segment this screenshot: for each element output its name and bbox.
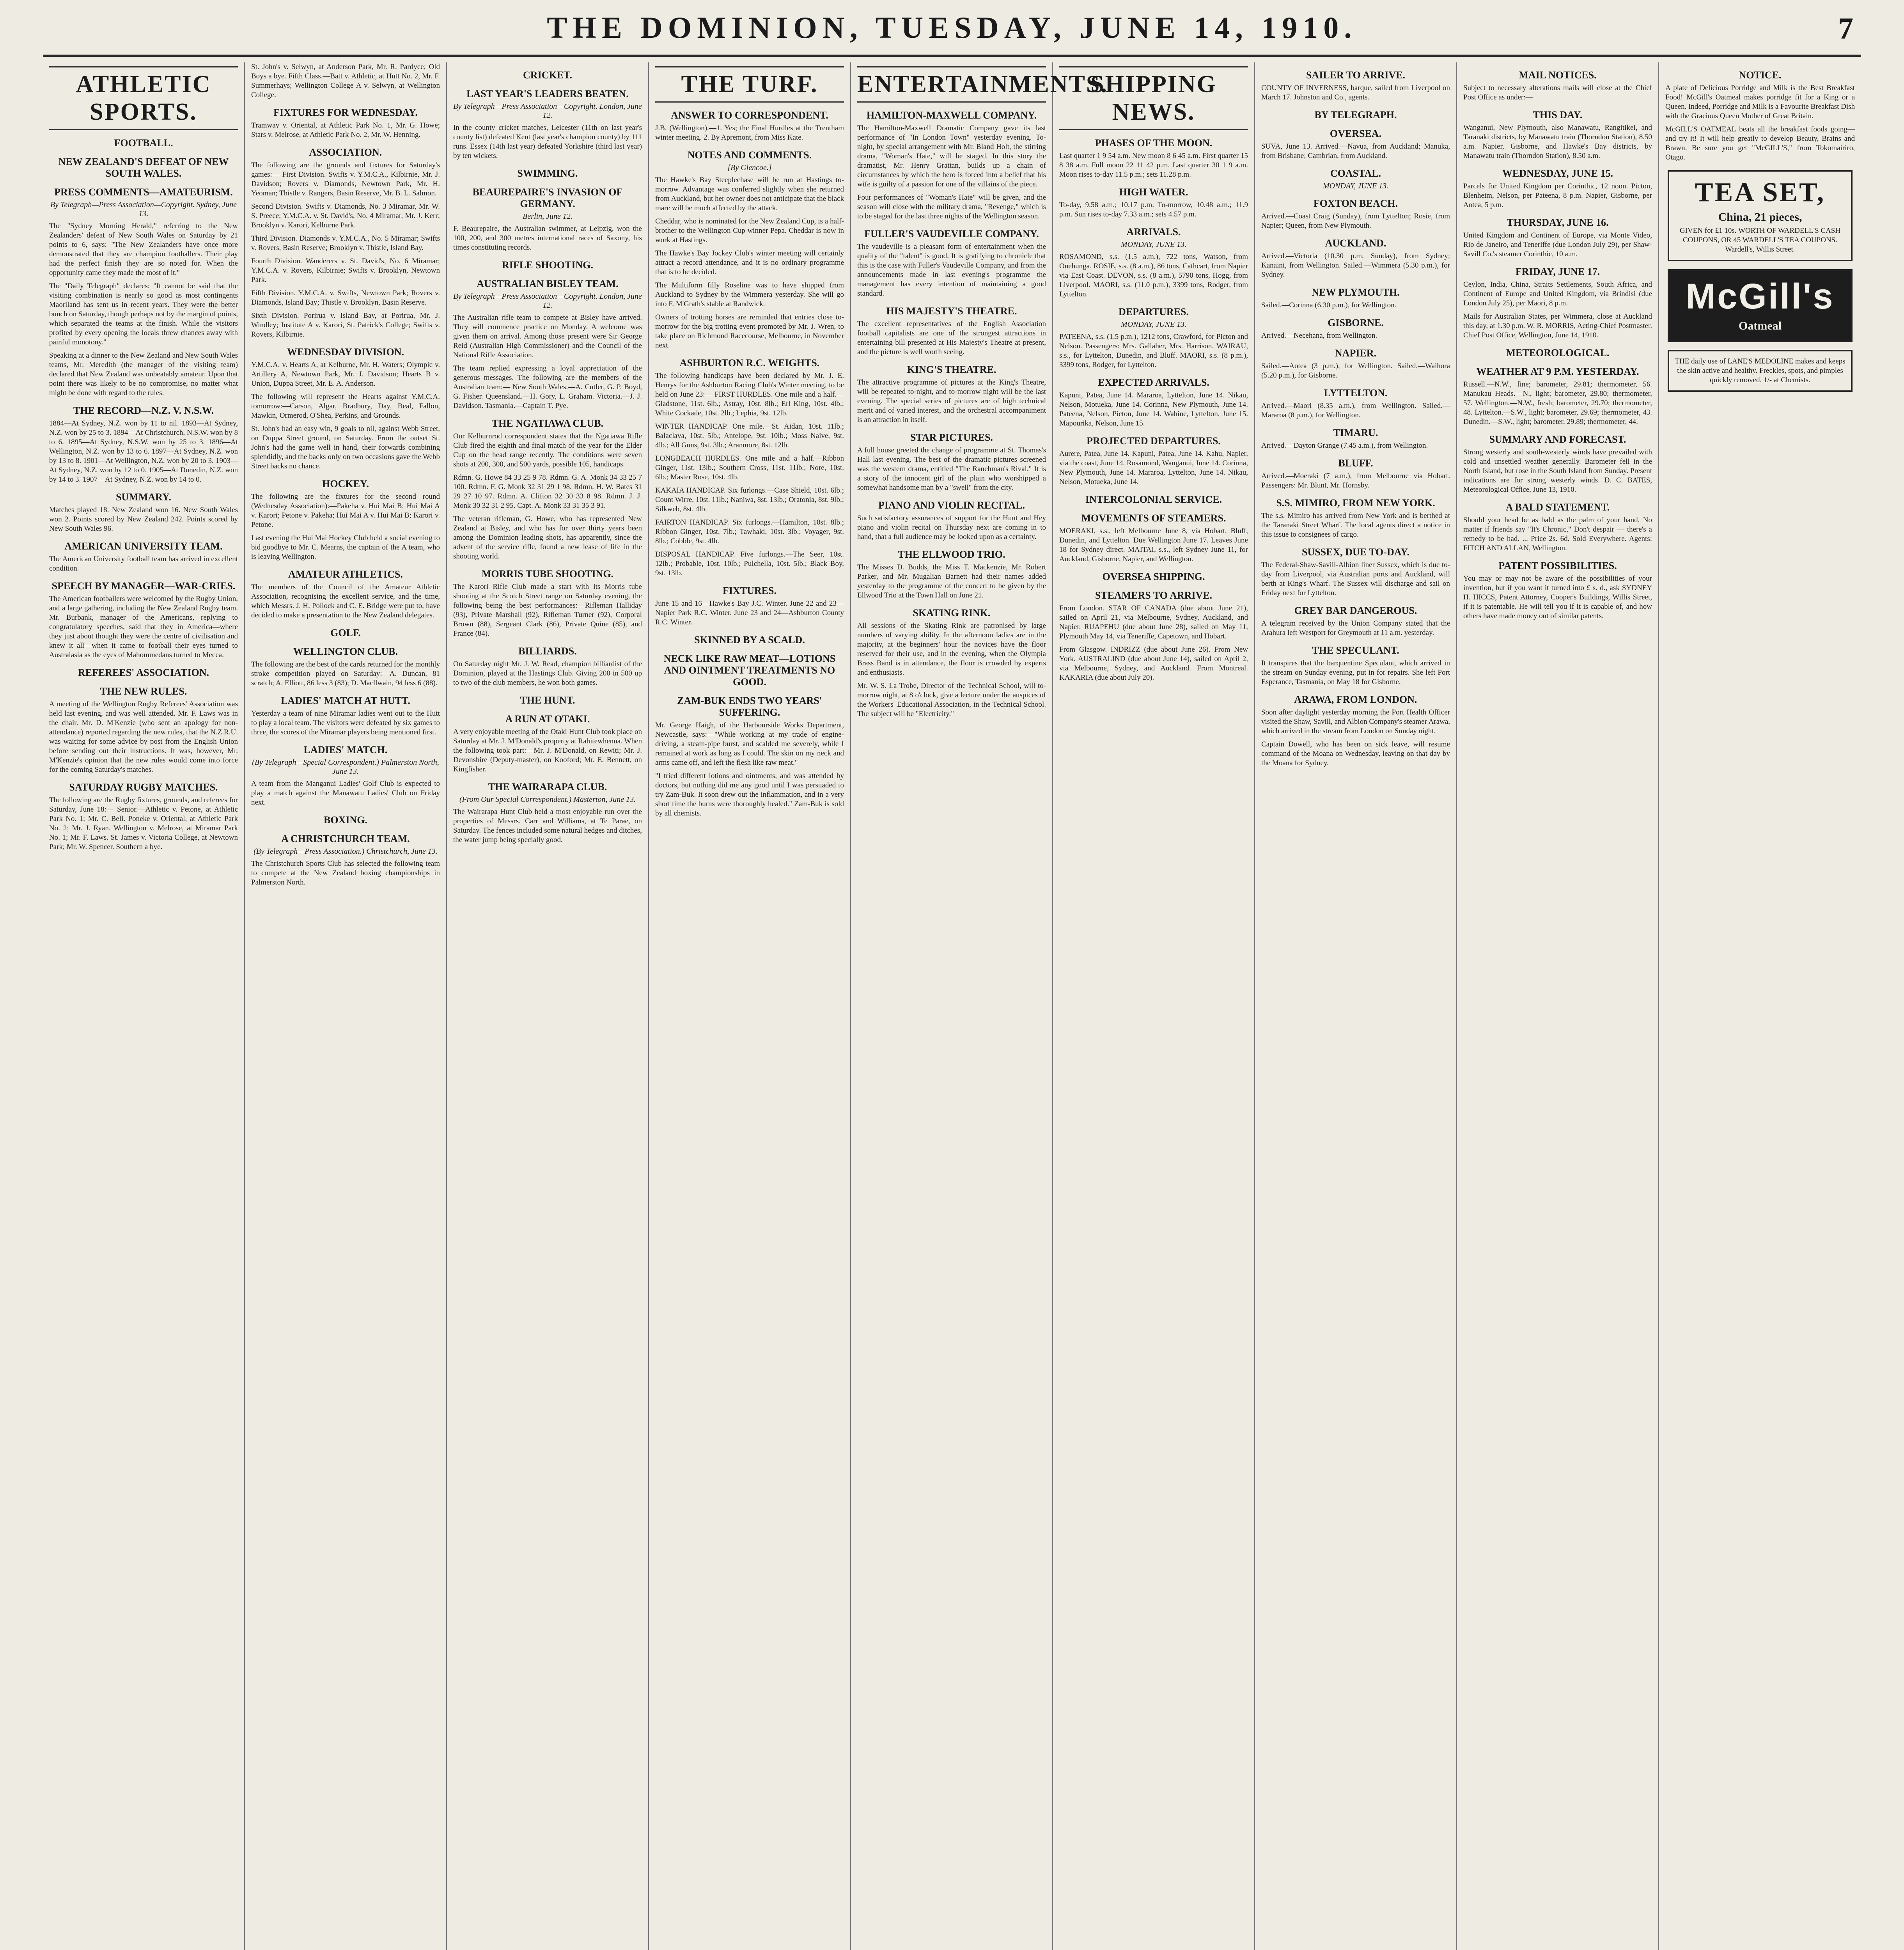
article-body: The Misses D. Budds, the Miss T. Mackenzie, Mr. Robert Parker, and Mr. Mugalian Barnett had their names added yesterday to the programme of the concert to be given by the Ellwood Trio at the Town Hall on June 21. <box>857 563 1046 599</box>
article-body: The Wairarapa Hunt Club held a most enjoyable run over the properties of Messrs. Carr and Williams, at Te Parae, on Saturday. The fences included some natural hedges and ditches, the water jump being specially good. <box>453 808 642 844</box>
article-headline: ANSWER TO CORRESPONDENT. <box>671 110 828 121</box>
article-body: COUNTY OF INVERNESS, barque, sailed from Liverpool on March 17. Johnston and Co., agents. <box>1261 84 1450 101</box>
article-headline: SKINNED BY A SCALD. <box>694 634 805 645</box>
article-headline: THE ELLWOOD TRIO. <box>898 549 1005 560</box>
article-body: The following are the best of the cards returned for the monthly stroke competition played on Saturday:—A. Duncan, 81 scratch; A. Elliott, 86 less 3 (83); D. Macllwain, 94 less 6 (88). <box>251 660 440 687</box>
article-headline: PRESS COMMENTS—AMATEURISM. <box>54 186 233 198</box>
article-body: Should your head be as bald as the palm of your hand, No matter if friends say "It's Chronic," Don't despair — there's a remedy to be had. ... Price 2s. 6d. Sold Everywhere. Agents: FITCH AND ALLAN, Wellington. <box>1463 516 1652 552</box>
article-body: LONGBEACH HURDLES. One mile and a half.—Ribbon Ginger, 11st. 13lb.; Southern Cross, 11st. 11lb.; Nore, 10st. 6lb.; Master Rose, 10st. 4lb. <box>655 454 844 481</box>
ad-line: Oatmeal <box>1739 319 1782 332</box>
article-body: Sailed.—Aotea (3 p.m.), for Wellington. Sailed.—Waihora (5.20 p.m.), for Gisborne. <box>1261 362 1450 379</box>
article-body: FAIRTON HANDICAP. Six furlongs.—Hamilton, 10st. 8lb.; Ribbon Ginger, 10st. 7lb.; Tawhaki, 10st. 3lb.; Voyager, 9st. 8lb.; Cobble, 9st. 4lb. <box>655 518 844 545</box>
dateline: By Telegraph—Press Association—Copyright. London, June 12. <box>453 102 642 120</box>
article-body: June 15 and 16—Hawke's Bay J.C. Winter. June 22 and 23—Napier Park R.C. Winter. June 23 and 24—Ashburton County R.C. Winter. <box>655 599 844 626</box>
ad-line: GIVEN for £1 10s. WORTH OF WARDELL'S CASH COUPONS, OR 45 WARDELL'S TEA COUPONS. <box>1679 227 1841 244</box>
article-body: The veteran rifleman, G. Howe, who has represented New Zealand at Bisley, and who has for over thirty years been among the Dominion leading shots, has apparently, since the advent of the service rifle, found a new lease of life in the shooting world. <box>453 515 642 560</box>
article-headline: AMERICAN UNIVERSITY TEAM. <box>64 541 223 552</box>
article-headline: WEATHER AT 9 P.M. YESTERDAY. <box>1476 366 1639 377</box>
article-body: A meeting of the Wellington Rugby Referees' Association was held last evening, and was well attended. Mr. F. Laws was in the chair. Mr. D. M'Kenzie (who sent an apology for non-attendance) reported regarding the new rules, that the N.Z.R.U. was waiting for some advice by post from the English Union before sending out their instructions. It was, however, Mr. M'Kenzie's opinion that the new rules would come into force for the coming Saturday's matches. <box>49 700 238 774</box>
article-body: Arrived.—Dayton Grange (7.45 a.m.), from Wellington. <box>1261 441 1428 450</box>
article-headline: SPEECH BY MANAGER—WAR-CRIES. <box>51 580 236 592</box>
dateline: By Telegraph—Press Association—Copyright. Sydney, June 13. <box>50 200 237 218</box>
article-body: A team from the Manganui Ladies' Golf Club is expected to play a match against the Manawatu Ladies' Club on Friday next. <box>251 780 440 807</box>
article-body: Parcels for United Kingdom per Corinthic, 12 noon. Picton, Blenheim, Nelson, per Pateena, 8 p.m. Napier, Gisborne, per Aotea, 5 p.m. <box>1463 182 1652 209</box>
article-headline: COASTAL. <box>1330 168 1381 179</box>
article-body: The excellent representatives of the English Association football capitalists are one of the strongest attractions in entertaining bill presented at His Majesty's Theatre at present, and the picture is well worth seeing. <box>857 320 1046 356</box>
article-headline: RIFLE SHOOTING. <box>502 259 594 271</box>
lanes-medoline-ad <box>1668 350 1853 392</box>
dateline: (By Telegraph—Special Correspondent.) Palmerston North, June 13. <box>252 758 439 776</box>
article-headline: WELLINGTON CLUB. <box>293 646 398 657</box>
section-heading: ENTERTAINMENTS. <box>857 66 1046 103</box>
article-body: The American footballers were welcomed by the Rugby Union, and a large gathering, including the New Zealand Rugby team. Mr. Burbank, manager of the Americans, replying to congratulatory speeches, said that they in America—where they just about thought they were the centre of civilisation and knew it all—when it came to football their eyes turned to Australasia as the eyes of Mahommedans turned to Mecca. <box>49 595 238 659</box>
article-body: A plate of Delicious Porridge and Milk is the Best Breakfast Food! McGill's Oatmeal makes porridge fit for a King or a Queen. Indeed, Porridge and Milk is a Favourite Breakfast Dish with the Gracious Queen Mother of Great Britain. <box>1665 84 1855 120</box>
article-headline: THIS DAY. <box>1533 109 1583 121</box>
article-headline: PROJECTED DEPARTURES. <box>1087 435 1221 447</box>
article-headline: WEDNESDAY, JUNE 15. <box>1502 168 1613 179</box>
article-body: The Hamilton-Maxwell Dramatic Company gave its last performance of "In London Town" yesterday evening. To-night, by special arrangement with Mr. Bland Holt, the stirring drama, "Woman's Hate," will be staged. In this story the dramatist, Mr. Henry Grattan, builds up a chain of circumstances by which the hero is forced into a belief that his wife is guilty of a passion for one of the villains of the piece. <box>857 124 1046 188</box>
article-body: Strong westerly and south-westerly winds have prevailed with cold and unsettled weather generally. Barometer fell in the North Island, but rose in the South Island from Sunday. Present indications are for strong westerly winds. D. C. BATES, Meteorological Office, June 13, 1910. <box>1463 448 1652 494</box>
article-headline: LAST YEAR'S LEADERS BEATEN. <box>466 88 629 99</box>
article-headline: MORRIS TUBE SHOOTING. <box>481 568 614 580</box>
article-headline: THE SPECULANT. <box>1312 645 1399 656</box>
article-body: The s.s. Mimiro has arrived from New York and is berthed at the Taranaki Street Wharf. The local agents direct a notice in this issue to consignees of cargo. <box>1261 512 1450 539</box>
article-body: SUVA, June 13. Arrived.—Navua, from Auckland; Manuka, from Brisbane; Cambrian, from Auckland. <box>1261 142 1450 160</box>
article-headline: NEW PLYMOUTH. <box>1312 287 1400 298</box>
section-heading: SHIPPING NEWS. <box>1059 66 1248 130</box>
article-body: In the county cricket matches, Leicester (11th on last year's county list) defeated Kent (last year's champion county) by 111 runs. Essex (14th last year) defeated Yorkshire (third last year) by ten wickets. <box>453 124 642 160</box>
article-headline: PIANO AND VIOLIN RECITAL. <box>878 500 1025 511</box>
article-headline: SUMMARY. <box>116 491 171 503</box>
article-headline: OVERSEA SHIPPING. <box>1102 571 1205 582</box>
article-headline: ARAWA, FROM LONDON. <box>1294 694 1417 705</box>
article-body: The American University football team has arrived in excellent condition. <box>49 555 238 573</box>
article-headline: THE WAIRARAPA CLUB. <box>488 781 607 792</box>
article-headline: A CHRISTCHURCH TEAM. <box>281 833 410 844</box>
article-headline: FIXTURES. <box>723 585 776 596</box>
article-headline: PHASES OF THE MOON. <box>1095 137 1213 149</box>
article-body: Owners of trotting horses are reminded that entries close to-morrow for the big trotting event promoted by Mr. J. Wren, to take place on Richmond Racecourse, Melbourne, in November next. <box>655 313 844 349</box>
article-body: Arrived.—Moeraki (7 a.m.), from Melbourne via Hobart. Passengers: Mr. Blunt, Mr. Hornsby. <box>1261 472 1450 489</box>
article-body: The "Daily Telegraph" declares: "It cannot be said that the visiting combination is nearly so good as most contingents Maoriland has sent us in recent years. They were the better bunch on Saturday, though perhaps not by the margin of points, which separated the teams at the finish. While the visitors profited by every opening the locals threw chances away with painful monotony." <box>49 282 238 346</box>
article-headline: STAR PICTURES. <box>910 432 993 443</box>
article-body: Arrived.—Coast Craig (Sunday), from Lyttelton; Rosie, from Napier; Queen, from New Plymouth. <box>1261 212 1450 230</box>
article-headline: BOXING. <box>324 814 367 826</box>
article-headline: ASHBURTON R.C. WEIGHTS. <box>679 357 820 369</box>
dateline: Berlin, June 12. <box>523 212 573 221</box>
column-9 <box>1659 62 1861 1950</box>
article-body: A very enjoyable meeting of the Otaki Hunt Club took place on Saturday at Mr. J. M'Donald's property at Rahitewhenua. When the following took part:—Mr. J. M'Donald, on Rewiti; Mr. J. Devonshire (Deputy-master), on Kooford; Mr. E. Bennett, on Kingfisher. <box>453 728 642 773</box>
article-headline: STEAMERS TO ARRIVE. <box>1095 590 1213 601</box>
article-body: Last quarter 1 9 54 a.m. New moon 8 6 45 a.m. First quarter 15 8 38 a.m. Full moon 22 11 42 p.m. Last quarter 30 1 9 a.m. Moon rises to-day 11.5 p.m.; sets 11.28 p.m. <box>1059 152 1248 179</box>
article-headline: BY TELEGRAPH. <box>1314 109 1397 121</box>
article-body: Last evening the Hui Mai Hockey Club held a social evening to bid goodbye to Mr. C. Mearns, the captain of the A team, who is leaving Wellington. <box>251 534 440 561</box>
article-body: Kapuni, Patea, June 14. Mararoa, Lyttelton, June 14. Nikau, Nelson, Motueka, June 14. Corinna, New Plymouth, June 14. Pateena, Nelson, Picton, June 14. Wahine, Lyttelton, June 15. Mapourika, Nelson, June 15. <box>1059 391 1248 427</box>
article-body: The attractive programme of pictures at the King's Theatre, will be repeated to-night, and to-morrow night will be the last evening. The special series of pictures are of high technical merit and of varied interest, and the orchestral accompaniment is an attraction in itself. <box>857 378 1046 424</box>
article-headline: TIMARU. <box>1333 427 1378 438</box>
article-body: Four performances of "Woman's Hate" will be given, and the season will close with the military drama, "Revenge," which is to be staged for the last three nights of the Wellington season. <box>857 193 1046 220</box>
article-body: To-day, 9.58 a.m.; 10.17 p.m. To-morrow, 10.48 a.m.; 11.9 p.m. Sun rises to-day 7.33 a.m.; sets 4.57 p.m. <box>1059 201 1248 218</box>
article-headline: SUSSEX, DUE TO-DAY. <box>1301 546 1409 558</box>
ad-line: TEA SET, <box>1695 177 1826 207</box>
article-headline: AUSTRALIAN BISLEY TEAM. <box>477 278 619 289</box>
article-headline: CRICKET. <box>523 69 572 81</box>
article-body: Fourth Division. Wanderers v. St. David's, No. 6 Miramar; Y.M.C.A. v. Rovers, Kilbirnie; Swifts v. Brooklyn, Newtown Park. <box>251 257 440 284</box>
article-body: F. Beaurepaire, the Australian swimmer, at Leipzig, won the 100, 200, and 300 metres international races of Saxony, his times constituting records. <box>453 225 642 252</box>
article-headline: BLUFF. <box>1338 457 1373 469</box>
column-3 <box>447 62 649 1950</box>
article-body: The following are the fixtures for the second round (Wednesday Association):—Pakeha v. Hui Mai B; Hui Mai A v. Karori; Petone v. Pakeha; Hui Mai A v. Hui Mai B; Karori v. Petone. <box>251 493 440 529</box>
article-headline: REFEREES' ASSOCIATION. <box>78 667 209 678</box>
article-body: Arrived.—Victoria (10.30 p.m. Sunday), from Sydney; Kanaini, from Wellington. Sailed.—Wimmera (5.30 p.m.), for Sydney. <box>1261 252 1450 279</box>
section-heading: ATHLETIC SPORTS. <box>49 66 238 130</box>
article-body: Second Division. Swifts v. Diamonds, No. 3 Miramar, Mr. W. S. Preece; Y.M.C.A. v. St. David's, No. 4 Miramar, Mr. J. Kerr; Brooklyn v. Karori, Kelburne Park. <box>251 202 440 229</box>
masthead <box>43 8 1861 57</box>
column-4 <box>649 62 851 1950</box>
article-headline: LADIES' MATCH. <box>303 744 388 755</box>
article-headline: GOLF. <box>330 627 361 638</box>
article-body: PATEENA, s.s. (1.5 p.m.), 1212 tons, Crawford, for Picton and Nelson. Passengers: Mrs. Gallaher, Mrs. Harrison. WAIRAU, s.s., for Lyttelton, Dunedin, and Bluff. MAORI, s.s. (8 p.m.), 3399 tons, Rodger, for Lyttelton. <box>1059 333 1248 369</box>
article-body: Mails for Australian States, per Wimmera, close at Auckland this day, at 1.30 p.m. W. R. MORRIS, Acting-Chief Postmaster. Chief Post Office, Wellington, June 14, 1910. <box>1463 312 1652 339</box>
article-body: WINTER HANDICAP. One mile.—St. Aidan, 10st. 11lb.; Balaclava, 10st. 5lb.; Antelope, 9st. 10lb.; Moss Naive, 9st. 4lb.; All Guns, 9st. 3lb.; Aranmore, 8st. 12lb. <box>655 422 844 449</box>
article-headline: NAPIER. <box>1335 347 1377 359</box>
article-body: KAKAIA HANDICAP. Six furlongs.—Case Shield, 10st. 6lb.; Count Wirre, 10st. 11lb.; Naniwa, 8st. 13lb.; Oratonia, 8st. 9lb.; Silkweb, 8st. 4lb. <box>655 486 844 513</box>
article-headline: SUMMARY AND FORECAST. <box>1489 434 1626 445</box>
article-body: Y.M.C.A. v. Hearts A, at Kelburne, Mr. H. Waters; Olympic v. Artillery A, Newtown Park, Mr. J. Davidson; Hearts B v. Union, Duppa Street, Mr. E. A. Anderson. <box>251 361 440 388</box>
article-body: Such satisfactory assurances of support for the Hunt and Hey piano and violin recital on Thursday next are coming in to hand, that a full audience may be looked upon as a certainty. <box>857 514 1046 541</box>
ad-line: THE daily use of LANE'S MEDOLINE makes and keeps the skin active and healthy. Freckles, spots, and pimples quickly removed. 1/- at Chemists. <box>1675 357 1845 384</box>
article-body: Matches played 18. New Zealand won 16. New South Wales won 2. Points scored by New Zealand 242. Points scored by New South Wales 96. <box>49 506 238 533</box>
article-headline: THE NEW RULES. <box>100 686 187 697</box>
article-body: Mr. George Haigh, of the Harbourside Works Department, Newcastle, says:—"While working at my trade of engine-driving, a steam-pipe burst, and scalded me severely, while I remained at work as long as I could. The skin on my neck and arms came off, and left the flesh like raw meat." <box>655 721 844 767</box>
article-headline: NECK LIKE RAW MEAT—LOTIONS AND OINTMENT TREATMENTS NO GOOD. <box>663 653 836 688</box>
article-headline: LADIES' MATCH AT HUTT. <box>281 695 410 706</box>
article-headline: GISBORNE. <box>1328 317 1384 328</box>
article-body: The Hawke's Bay Steeplechase will be run at Hastings to-morrow. Advantage was conferred slightly when she returned from Auckland, but her owner does not anticipate that the black mare will be much affected by the attack. <box>655 176 844 212</box>
article-headline: FOOTBALL. <box>114 137 173 149</box>
mcgills-oatmeal-ad <box>1668 269 1853 342</box>
article-body: Fifth Division. Y.M.C.A. v. Swifts, Newtown Park; Rovers v. Diamonds, Island Bay; Thistle v. Brooklyn, Basin Reserve. <box>251 289 440 307</box>
dateline: MONDAY, JUNE 13. <box>1323 182 1389 190</box>
column-container <box>43 62 1861 1950</box>
article-headline: THE NGATIAWA CLUB. <box>491 418 604 429</box>
article-headline: SAILER TO ARRIVE. <box>1306 69 1406 81</box>
article-body: The Karori Rifle Club made a start with its Morris tube shooting at the Scotch Street range on Saturday evening, the following being the best performances:—Rifleman Halliday (93), Private Marshall (92), Rifleman Turner (92), Corporal Brown (88), Sergeant Clark (86), Private Quine (85), and France (84). <box>453 583 642 638</box>
article-body: The following will represent the Hearts against Y.M.C.A. tomorrow:—Carson, Algar, Bradbury, Day, Beal, Fallon, Mawkin, Ormerod, O'Shea, Perkins, and Grounds. <box>251 393 440 420</box>
article-headline: SWIMMING. <box>517 168 578 179</box>
article-body: A full house greeted the change of programme at St. Thomas's Hall last evening. The best of the dramatic pictures screened was the western drama, entitled "The Ranchman's Rival." It is a story of the innocent girl of the plain who worshipped a somewhat handsome man by a "swell" from the city. <box>857 446 1046 492</box>
article-body: 1884—At Sydney, N.Z. won by 11 to nil. 1893—At Sydney, N.Z. won by 25 to 3. 1894—At Christchurch, N.S.W. won by 8 to 6. 1895—At Sydney, N.S.W. won by 25 to 3. 1896—At Wellington, N.Z. won by 13 to 6. 1897—At Sydney, N.Z. won by 13 to 8. 1901—At Wellington, N.Z. won by 20 to 3. 1903—At Sydney, N.Z. won by 12 to 0. 1905—At Dunedin, N.Z. won by 14 to 3. 1907—At Sydney, N.Z. won by 14 to 0. <box>49 419 238 484</box>
article-body: Wanganui, New Plymouth, also Manawatu, Rangitikei, and Taranaki districts, by Manawatu train (Thorndon Station), 8.50 a.m. Napier, Gisborne, and Hawke's Bay districts, by Manawatu train (Thorndon Station), 8.50 a.m. <box>1463 124 1652 160</box>
article-body: Our Kelburnrod correspondent states that the Ngatiawa Rifle Club fired the eighth and final match of the year for the Elder Cup on the head range recently. The conditions were seven shots at 200, 300, and 500 yards, possible 105, handicaps. <box>453 432 642 468</box>
article-body: Yesterday a team of nine Miramar ladies went out to the Hutt to play a local team. The visitors were defeated by six games to three, the scores of the Miramar players being mentioned first. <box>251 709 440 736</box>
section-heading: THE TURF. <box>655 66 844 103</box>
article-headline: BILLIARDS. <box>518 645 577 657</box>
article-headline: MAIL NOTICES. <box>1519 69 1597 81</box>
article-headline: KING'S THEATRE. <box>907 364 996 375</box>
article-body: J.B. (Wellington).—1. Yes; the Final Hurdles at the Trentham winter meeting. 2. By Apremont, from Miss Kate. <box>655 124 844 142</box>
article-headline: METEOROLOGICAL. <box>1506 347 1610 358</box>
article-headline: GREY BAR DANGEROUS. <box>1294 605 1417 616</box>
column-2 <box>245 62 447 1950</box>
column-8 <box>1457 62 1659 1950</box>
article-body: The Hawke's Bay Jockey Club's winter meeting will certainly attract a record attendance, and it is no ordinary programme that is to be decided. <box>655 249 844 276</box>
dateline: (By Telegraph—Press Association.) Christchurch, June 13. <box>254 847 438 856</box>
dateline: By Telegraph—Press Association—Copyright. London, June 12. <box>453 292 642 310</box>
article-body: The vaudeville is a pleasant form of entertainment when the quality of the "talent" is good. It is gratifying to chronicle that this is the case with Fuller's Vaudeville Company, and from the announcements made in last evening's programme the management has every intention of maintaining a good standard. <box>857 243 1046 298</box>
article-headline: THE HUNT. <box>520 695 575 706</box>
article-headline: S.S. MIMIRO, FROM NEW YORK. <box>1276 497 1435 509</box>
article-headline: HIGH WATER. <box>1119 186 1188 198</box>
article-headline: THE RECORD—N.Z. V. N.S.W. <box>73 405 214 416</box>
article-headline: AUCKLAND. <box>1325 238 1386 249</box>
article-body: The following handicaps have been declared by Mr. J. E. Henrys for the Ashburton Racing Club's Winter meeting, to be held on June 23:— FIRST HURDLES. One mile and a half.—Gladstone, 11st. 6lb.; Astray, 10st. 8lb.; Erl King, 10st. 4lb.; White Cockade, 10st. 2lb.; Lephia, 9st. 12lb. <box>655 372 844 417</box>
page-number: 7 <box>1838 11 1853 45</box>
article-body: The Christchurch Sports Club has selected the following team to compete at the New Zealand boxing championships in Palmerston North. <box>251 860 440 886</box>
article-body: McGILL'S OATMEAL beats all the breakfast foods going—and try it! It will help greatly to develop Beauty, Brains and Brawn. Be sure you get "McGILL'S," from Tokomairiro, Otago. <box>1665 125 1855 161</box>
article-body: Ceylon, India, China, Straits Settlements, South Africa, and Continent of Europe and United Kingdom, via Brindisi (due London July 25), per Maori, 8 p.m. <box>1463 280 1652 307</box>
article-body: The team replied expressing a loyal appreciation of the generous messages. The following are the members of the Australian team:— New South Wales.—A. Cutler, G. P. Boyd, G. Fisher. Queensland.—H. Gory, L. Graham. Victoria.—J. J. Davidson. Tasmania.—Captain T. Pye. <box>453 364 642 410</box>
article-body: Sixth Division. Porirua v. Island Bay, at Porirua, Mr. J. Windley; Institute A v. Karori, St. Patrick's College; Swifts v. Rovers, Kilbirnie. <box>251 312 440 339</box>
article-body: Sailed.—Corinna (6.30 p.m.), for Wellington. <box>1261 301 1397 309</box>
article-body: The Multiform filly Roseline was to have shipped from Auckland to Sydney by the Wimmera yesterday. She will go into F. M'Grath's stable at Randwick. <box>655 281 844 308</box>
article-body: Rdmn. G. Howe 84 33 25 9 78. Rdmn. G. A. Monk 34 33 25 7 100. Rdmn. F. G. Monk 32 31 29 1 98. Rdmn. H. W. Bates 31 29 27 10 97. Rdmn. A. Clifton 32 30 33 8 98. Rdmn. J. J. Monk 30 32 31 2 95. Capt. A. Monk 33 31 35 3 91. <box>453 473 642 510</box>
article-body: It transpires that the barquentine Speculant, which arrived in the stream on Sunday evening, put in for repairs. She left Port Esperance, Tasmania, on May 18 for Gisborne. <box>1261 659 1450 686</box>
article-body: Arrived.—Maori (8.35 a.m.), from Wellington. Sailed.—Mararoa (8 p.m.), for Wellington. <box>1261 402 1450 419</box>
article-body: The Federal-Shaw-Savill-Albion liner Sussex, which is due to-day from Liverpool, via Australian ports and Auckland, will berth at King's Wharf. The Sussex will discharge and sail on Friday next for Lyttelton. <box>1261 561 1450 597</box>
article-headline: A RUN AT OTAKI. <box>505 713 590 725</box>
dateline: (From Our Special Correspondent.) Masterton, June 13. <box>459 795 636 804</box>
article-body: The following are the Rugby fixtures, grounds, and referees for Saturday, June 18:— Senior.—Athletic v. Petone, at Athletic Park No. 1; Mr. C. Bell. Poneke v. Oriental, at Athletic Park No. 2; Mr. J. Ryan. Wellington v. Melrose, at Miramar Park No. 1; Mr. F. Laws. St. James v. Victoria College, at Newtown Park; Mr. W. Spencer. Southern a bye. <box>49 796 238 851</box>
article-headline: HAMILTON-MAXWELL COMPANY. <box>866 110 1037 121</box>
article-headline: A BALD STATEMENT. <box>1505 502 1610 513</box>
article-body: Captain Dowell, who has been on sick leave, will resume command of the Moana on Wednesday, leaving on that day by the Moana for Sydney. <box>1261 740 1450 767</box>
article-headline: ZAM-BUK ENDS TWO YEARS' SUFFERING. <box>677 695 822 718</box>
dateline: [By Glencoe.] <box>727 163 772 172</box>
dateline: MONDAY, JUNE 13. <box>1120 240 1187 249</box>
article-body: The following are the grounds and fixtures for Saturday's games:— First Division. Swifts v. Y.M.C.A., Kilbirnie, Mr. J. Davidson; Rovers v. Diamonds, Newtown Park, Mr. H. Yeoman; Thistle v. Rangers, Basin Reserve, Mr. B. L. Salmon. <box>251 161 440 197</box>
article-body: Third Division. Diamonds v. Y.M.C.A., No. 5 Miramar; Swifts v. Rovers, Basin Reserve; Brooklyn v. Thistle, Island Bay. <box>251 234 440 252</box>
article-headline: MOVEMENTS OF STEAMERS. <box>1081 512 1226 524</box>
article-body: From Glasgow. INDRIZZ (due about June 26). From New York. AUSTRALIND (due about June 14), sailed on April 2, via Melbourne, Sydney, and Auckland. From Montreal. KAKARIA (due about July 20). <box>1059 645 1248 682</box>
article-headline: DEPARTURES. <box>1119 306 1189 317</box>
article-body: Aurere, Patea, June 14. Kapuni, Patea, June 14. Kahu, Napier, via the coast, June 14. Rosamond, Wanganui, June 14. Corinna, New Plymouth, June 14. Mararoa, Lyttelton, June 14. Nikau, Nelson, Motueka, June 14. <box>1059 450 1248 486</box>
article-body: From London. STAR OF CANADA (due about June 21), sailed on April 21, via Melbourne, Sydney, Auckland, and Napier. RUAPEHU (due about June 28), sailed on May 11, Plymouth May 14, via Teneriffe, Capetown, and Hobart. <box>1059 604 1248 640</box>
article-body: Subject to necessary alterations mails will close at the Chief Post Office as under:— <box>1463 84 1652 101</box>
article-headline: PATENT POSSIBILITIES. <box>1498 560 1617 571</box>
article-headline: OVERSEA. <box>1330 128 1382 139</box>
article-headline: NOTICE. <box>1739 69 1782 81</box>
article-headline: ASSOCIATION. <box>309 147 382 158</box>
article-body: Speaking at a dinner to the New Zealand and New South Wales teams, Mr. Meredith (the manager of the visiting team) declared that New Zealand was unbeatably amateur. Upon that point there was likely to be no compromise, no matter what might be done with regard to the rules. <box>49 351 238 397</box>
column-6 <box>1053 62 1255 1950</box>
ad-line: Wardell's, Willis Street. <box>1725 245 1795 254</box>
dateline: MONDAY, JUNE 13. <box>1120 320 1187 329</box>
article-body: The "Sydney Morning Herald," referring to the New Zealanders' defeat of New South Wales on Saturday by 21 points to 6, says: "The New Zealanders have once more demonstrated that they are champion footballers. Their play had the perfect finish they are so noted for. When the opportunity came they made the most of it." <box>49 222 238 277</box>
article-headline: ARRIVALS. <box>1126 226 1181 238</box>
article-body: Mr. W. S. La Trobe, Director of the Technical School, will to-morrow night, at 8 o'clock, give a lecture under the auspices of the Workers' Educational Association, in the Technical School. The subject will be "Electricity." <box>857 682 1046 718</box>
article-headline: HIS MAJESTY'S THEATRE. <box>886 305 1017 317</box>
article-headline: WEDNESDAY DIVISION. <box>287 346 404 358</box>
article-headline: NEW ZEALAND'S DEFEAT OF NEW SOUTH WALES. <box>58 156 229 179</box>
article-body: "I tried different lotions and ointments, and was attended by doctors, but nothing did me any good until I was persuaded to try Zam-Buk. It soon drew out the inflammation, and in a very short time the burns were thoroughly healed." Zam-Buk is sold by all chemists. <box>655 772 844 817</box>
ad-line: McGill's <box>1686 277 1835 316</box>
column-1 <box>43 62 245 1950</box>
article-body: On Saturday night Mr. J. W. Read, champion billiardist of the Dominion, played at the Hastings Club. Giving 200 in 500 up to two of the club members, he won both games. <box>453 660 642 687</box>
article-body: MOERAKI, s.s., left Melbourne June 8, via Hobart, Bluff, Dunedin, and Lyttelton. Due Wellington June 17. Leaves June 18 for Sydney direct. MAITAI, s.s., left Sydney June 11, for Auckland, Gisborne, Napier, and Wellington. <box>1059 527 1248 563</box>
column-5 <box>851 62 1108 1950</box>
article-body: Soon after daylight yesterday morning the Port Health Officer visited the Shaw, Savill, and Albion Company's steamer Arawa, which arrived in the stream from London on Sunday night. <box>1261 708 1450 735</box>
article-body: DISPOSAL HANDICAP. Five furlongs.—The Seer, 10st. 12lb.; Probable, 10st. 10lb.; Pulchella, 10st. 5lb.; Black Boy, 9st. 13lb. <box>655 550 844 577</box>
article-body: The members of the Council of the Amateur Athletic Association, recognising the excellent service, and the time, which Messrs. J. H. Pollock and C. E. Bridge were put to, have decided to make a presentation to the New Zealand delegates. <box>251 583 440 619</box>
article-headline: BEAUREPAIRE'S INVASION OF GERMANY. <box>472 186 623 209</box>
article-headline: FRIDAY, JUNE 17. <box>1515 266 1600 277</box>
article-body: ROSAMOND, s.s. (1.5 a.m.), 722 tons, Watson, from Onehunga. ROSIE, s.s. (8 a.m.), 86 tons, Cathcart, from Napier via East Coast. DEVON, s.s. (8 a.m.), 5790 tons, Hogg, from Liverpool. MAORI, s.s. (11.0 p.m.), 3399 tons, Rodger, from Lyttelton. <box>1059 253 1248 298</box>
article-headline: EXPECTED ARRIVALS. <box>1098 377 1209 388</box>
article-headline: FOXTON BEACH. <box>1313 198 1398 209</box>
column-7 <box>1255 62 1457 1950</box>
article-headline: HOCKEY. <box>322 478 369 489</box>
article-headline: LYTTELTON. <box>1324 387 1388 399</box>
article-body: St. John's v. Selwyn, at Anderson Park, Mr. R. Pardyce; Old Boys a bye. Fifth Class.—Batt v. Athletic, at Hutt No. 2, Mr. F. Summerhays; Wellington College A v. Selwyn, at Wellington College. <box>251 63 440 99</box>
article-headline: THURSDAY, JUNE 16. <box>1507 217 1609 228</box>
article-body: St. John's had an easy win, 9 goals to nil, against Webb Street, on Duppa Street ground, on Saturday. From the outset St. John's had the game well in hand, their forwards combining splendidly, and the backs only on two occasions gave the Webb Street backs no chance. <box>251 425 440 470</box>
article-body: You may or may not be aware of the possibilities of your invention, but if you want it turned into £ s. d., ask SYDNEY H. HICCS, Patent Attorney, Cooper's Buildings, Willis Street, if it is patentable. He will tell you if it is capable of, and how others have made money out of similar patents. <box>1463 574 1652 620</box>
article-body: A telegram received by the Union Company stated that the Arahura left Westport for Greymouth at 11 a.m. yesterday. <box>1261 619 1450 637</box>
article-headline: AMATEUR ATHLETICS. <box>288 569 403 580</box>
article-headline: SATURDAY RUGBY MATCHES. <box>69 782 218 793</box>
article-body: All sessions of the Skating Rink are patronised by large numbers of varying ability. In the afternoon ladies are in the majority, at the beginners' hour the novices have the floor reserved for their use, and in the evening, when the Olympia Brass Band is in attendance, the floor is crowded by experts and enthusiasts. <box>857 622 1046 677</box>
tea-set-ad <box>1668 170 1853 261</box>
article-body: Russell.—N.W., fine; barometer, 29.81; thermometer, 56. Manukau Heads.—N., light; barometer, 29.80; thermometer, 57. Wellington.—N.W., fresh; barometer, 29.70; thermometer, 48. Lyttelton.—S.W., light; barometer, 29.69; thermometer, 43. Dunedin.—S.W., light; barometer, 29.89; thermometer, 44. <box>1463 380 1652 426</box>
article-body: United Kingdom and Continent of Europe, via Monte Video, Rio de Janeiro, and Teneriffe (due London July 29), per Shaw-Savill Co.'s steamer Corinthic, 10 a.m. <box>1463 231 1652 258</box>
article-headline: FULLER'S VAUDEVILLE COMPANY. <box>864 228 1039 239</box>
article-body: Arrived.—Necehana, from Wellington. <box>1261 332 1377 340</box>
article-headline: NOTES AND COMMENTS. <box>687 149 812 161</box>
article-headline: FIXTURES FOR WEDNESDAY. <box>273 107 418 118</box>
article-body: The Australian rifle team to compete at Bisley have arrived. They will commence practice on Monday. A welcome was given them on arrival. Among those present were Sir George Reid (Australian High Commissioner) and the Council of the National Rifle Association. <box>453 314 642 359</box>
article-body: Tramway v. Oriental, at Athletic Park No. 1, Mr. G. Howe; Stars v. Melrose, at Athletic Park No. 2, Mr. W. Henning. <box>251 121 440 139</box>
article-headline: SKATING RINK. <box>913 607 991 619</box>
masthead-title: THE DOMINION, TUESDAY, JUNE 14, 1910. <box>547 11 1357 44</box>
article-body: Cheddar, who is nominated for the New Zealand Cup, is a half-brother to the Wellington Cup winner Pepa. Cheddar is now in work at Hastings. <box>655 217 844 244</box>
ad-line: China, 21 pieces, <box>1718 211 1802 223</box>
article-headline: INTERCOLONIAL SERVICE. <box>1085 494 1222 505</box>
